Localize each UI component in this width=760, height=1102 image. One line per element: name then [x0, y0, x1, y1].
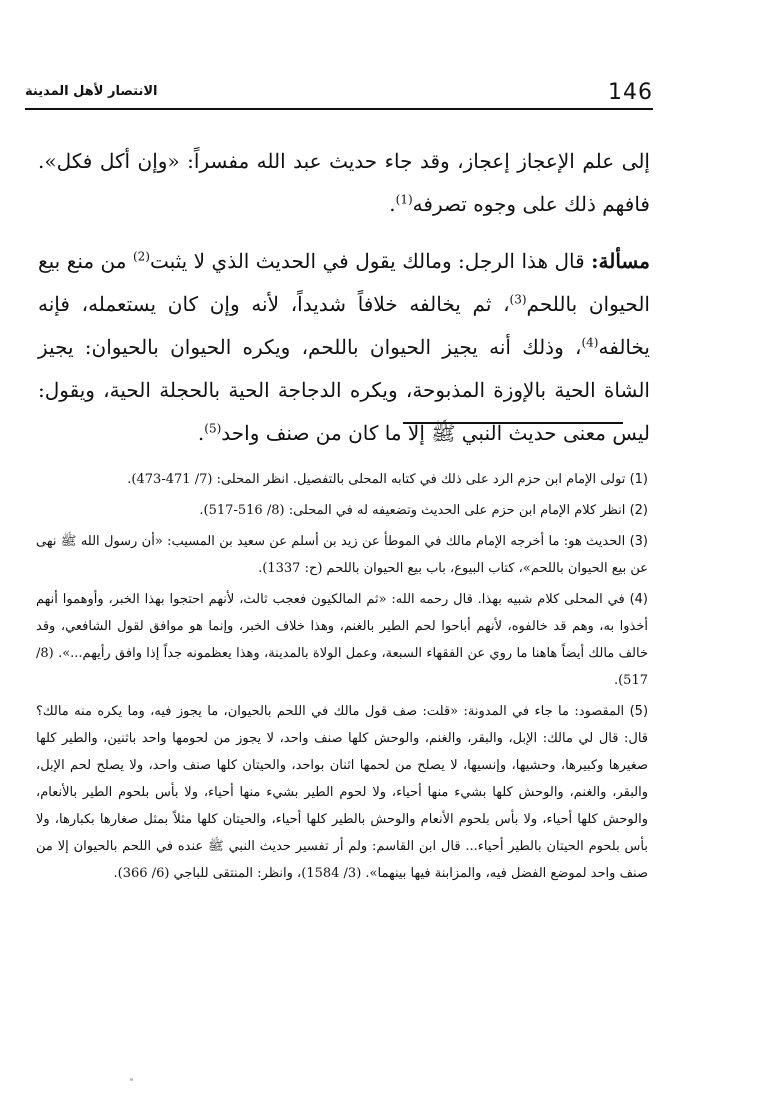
- p1-end: .: [389, 192, 396, 216]
- footnote-number: (5): [629, 704, 649, 719]
- footnote-text: انظر كلام الإمام ابن حزم على الحديث وتضعيفه له في المحلى: (8/ 516-517).: [199, 503, 626, 518]
- footnote-number: (2): [629, 503, 648, 518]
- p2-text-b: من منع بيع الحيوان باللحم: [38, 249, 650, 316]
- p2-end: .: [197, 421, 205, 445]
- p1-text: إلى علم الإعجاز إعجاز، وقد جاء حديث عبد الله مفسراً: «وإن أكل فكل». فافهم ذلك على وجوه تصرفه: [38, 149, 650, 216]
- running-header: [25, 78, 653, 110]
- footnote: [36, 466, 648, 493]
- footnote-ref-4: (4): [581, 335, 599, 350]
- footnotes: [36, 466, 648, 891]
- p2-text-c: ، ثم يخالفه خلافاً شديداً، لأنه وإن كان يستعمله، فإنه يخالفه: [38, 292, 650, 359]
- footnote: [36, 698, 648, 887]
- paragraph-1: [38, 140, 650, 226]
- footnote: [36, 586, 648, 694]
- footnote-ref-2: (2): [132, 249, 150, 264]
- footnote-divider: [403, 422, 623, 424]
- main-text: [38, 140, 650, 469]
- footnote-text: الحديث هو: ما أخرجه الإمام مالك في الموطأ عن زيد بن أسلم عن سعيد بن المسيب: «أن رسول الله ﷺ نهى عن بيع الحيوان باللحم»، كتاب البيوع، باب بيع الحيوان باللحم (ح: 1337).: [36, 534, 648, 576]
- p2-text-a: قال هذا الرجل: ومالك يقول في الحديث الذي لا يثبت: [149, 249, 592, 273]
- issue-label: مسألة:: [591, 249, 650, 273]
- scan-speck: [130, 1078, 133, 1081]
- footnote-number: (4): [629, 592, 648, 607]
- footnote-text: المقصود: ما جاء في المدونة: «قلت: صف قول مالك في اللحم بالحيوان، ما يجوز فيه، وما يكره منه مالك؟ قال: قال لي مالك: الإبل، والبقر، والغنم، والوحش كلها صنف واحد، لا يجوز من لحومها واحد باثنين، والطير كلها صغيرها وكبيرها، وحشيها، وإنسيها، لا يصلح من لحمها اثنان بواحد، والحيتان كلها صنف واحد، ولا يصلح لحم الإبل، والبقر، والغنم، والوحش كلها بشيء منها أحياء، ولا لحوم الطير بشيء منها أحياء، ولا بأس بلحوم الطير بالأنعام، والوحش كلها أحياء، ولا بأس بلحوم الأنعام والوحش بالطير كلها أحياء، والحيتان كلها مثلاً بمثل صغارها بكبارها، ولا بأس بلحوم الحيتان بالطير أحياء... قال ابن القاسم: ولم أر تفسير حديث النبي ﷺ عنده في اللحم بالحيوان إلا من صنف واحد لموضع الفضل فيه، والمزابنة فيها بينهما». (3/ 1584)، وانظر: المنتقى للباجي (6/ 366).: [36, 704, 648, 881]
- footnote-ref-5: (5): [204, 421, 222, 436]
- running-title: الانتصار لأهل المدينة: [25, 84, 158, 99]
- page-number: 146: [608, 80, 653, 105]
- footnote-text: تولى الإمام ابن حزم الرد على ذلك في كتابه المحلى بالتفصيل. انظر المحلى: (7/ 471-473).: [127, 472, 626, 487]
- footnote: [36, 497, 648, 524]
- footnote-number: (3): [629, 534, 648, 549]
- footnote-ref-3: (3): [509, 292, 527, 307]
- p2-text-d: ، وذلك أنه يجيز الحيوان باللحم، ويكره الحيوان بالحيوان: يجيز الشاة الحية بالإوزة المذبوحة، ويكره الدجاجة الحية بالحجلة الحية، ويقول: ليس معنى حديث النبي ﷺ إلا ما كان من صنف واحد: [38, 335, 650, 445]
- footnote-ref-1: (1): [395, 192, 413, 207]
- footnote-text: في المحلى كلام شبيه بهذا. قال رحمه الله: «ثم المالكيون فعجب ثالث، لأنهم احتجوا بهذا الخبر، وأوهموا أنهم أخذوا به، وهم قد خالفوه، لأنهم أباحوا لحم الطير بالغنم، وهذا خلاف الخبر، وإنما هو موافق لقول الشافعي، وقد خالف مالك أيضاً هاهنا ما روي عن الفقهاء السبعة، وعمل الولاة بالمدينة، وهذا يعظمونه جداً إذا وافق رأيهم...». (8/ 517).: [36, 592, 648, 688]
- footnote: [36, 528, 648, 582]
- footnote-number: (1): [629, 472, 648, 487]
